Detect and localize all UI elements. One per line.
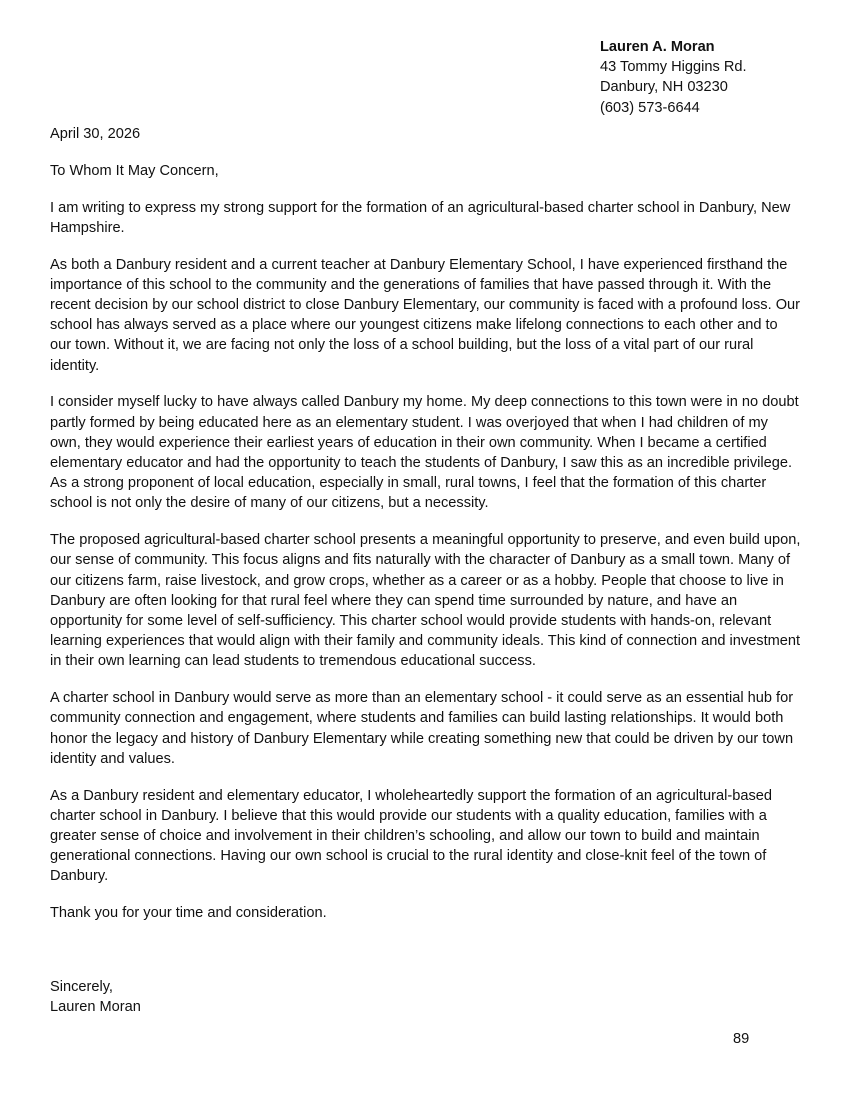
letter-closing — [50, 977, 141, 1017]
body-paragraph: A charter school in Danbury would serve as more than an elementary school - it could serve as an essential hub for community connection and engagement, where students and families can build lasting relationships. It would both honor the legacy and history of Danbury Elementary while creating something new that could be driven by our town identity and values. — [50, 690, 794, 767]
body-paragraph: I consider myself lucky to have always called Danbury my home. My deep connections to this town were in no doubt partly formed by being educated here as an elementary student. I was overjoyed that when I had children of my own, they would experience their earliest years of education in their own community. When I became a certified elementary educator and had the opportunity to teach the students of Danbury, I saw this as an incredible privilege. As a strong proponent of local education, especially in small, rural towns, I feel that the formation of this charter school is not only the desire of many of our citizens, but a necessity. — [50, 394, 799, 512]
sender-address-block — [600, 37, 747, 118]
body-paragraph: As a Danbury resident and elementary educator, I wholeheartedly support the formation of an agricultural-based charter school in Danbury. I believe that this would provide our students with a quality education, families with a greater sense of choice and involvement in their children’s schooling, and allow our town to build and maintain generational connections. Having our own school is crucial to the rural identity and close-knit feel of the town of Danbury. — [50, 787, 772, 885]
signature-name: Lauren Moran — [50, 999, 141, 1016]
sender-street: 43 Tommy Higgins Rd. — [600, 59, 747, 76]
body-paragraph: Thank you for your time and consideration. — [50, 905, 327, 922]
sender-phone: (603) 573-6644 — [600, 99, 700, 116]
sender-name: Lauren A. Moran — [600, 39, 715, 55]
body-paragraph: As both a Danbury resident and a current teacher at Danbury Elementary School, I have experienced firsthand the importance of this school to the community and the generations of families that have passed through it. With the recent decision by our school district to close Danbury Elementary, our community is faced with a profound loss. Our school has always served as a place where our youngest citizens make lifelong connections to each other and to our town. Without it, we are facing not only the loss of a school building, but the loss of a vital part of our rural identity. — [50, 256, 801, 374]
valediction: Sincerely, — [50, 979, 113, 995]
letter-date: April 30, 2026 — [50, 126, 141, 142]
letter-body — [50, 124, 802, 940]
body-paragraph: The proposed agricultural-based charter school presents a meaningful opportunity to preserve, and even build upon, our sense of community. This focus aligns and fits naturally with the character of Danbury as a small town. Many of our citizens farm, raise livestock, and grow crops, whether as a career or as a hobby. People that choose to live in Danbury are often looking for that rural feel where they can spend time surrounded by nature, and have an opportunity for some level of self-sufficiency. This charter school would provide students with hands-on, relevant learning experiences that would align with their family and community ideals. This kind of connection and investment in their own learning can lead students to tremendous educational success. — [50, 532, 801, 670]
sender-city-state-zip: Danbury, NH 03230 — [600, 79, 728, 96]
letter-salutation: To Whom It May Concern, — [50, 162, 219, 179]
body-paragraph: I am writing to express my strong support for the formation of an agricultural-based charter school in Danbury, New Hampshire. — [50, 199, 791, 236]
page-number: 89 — [733, 1031, 750, 1047]
